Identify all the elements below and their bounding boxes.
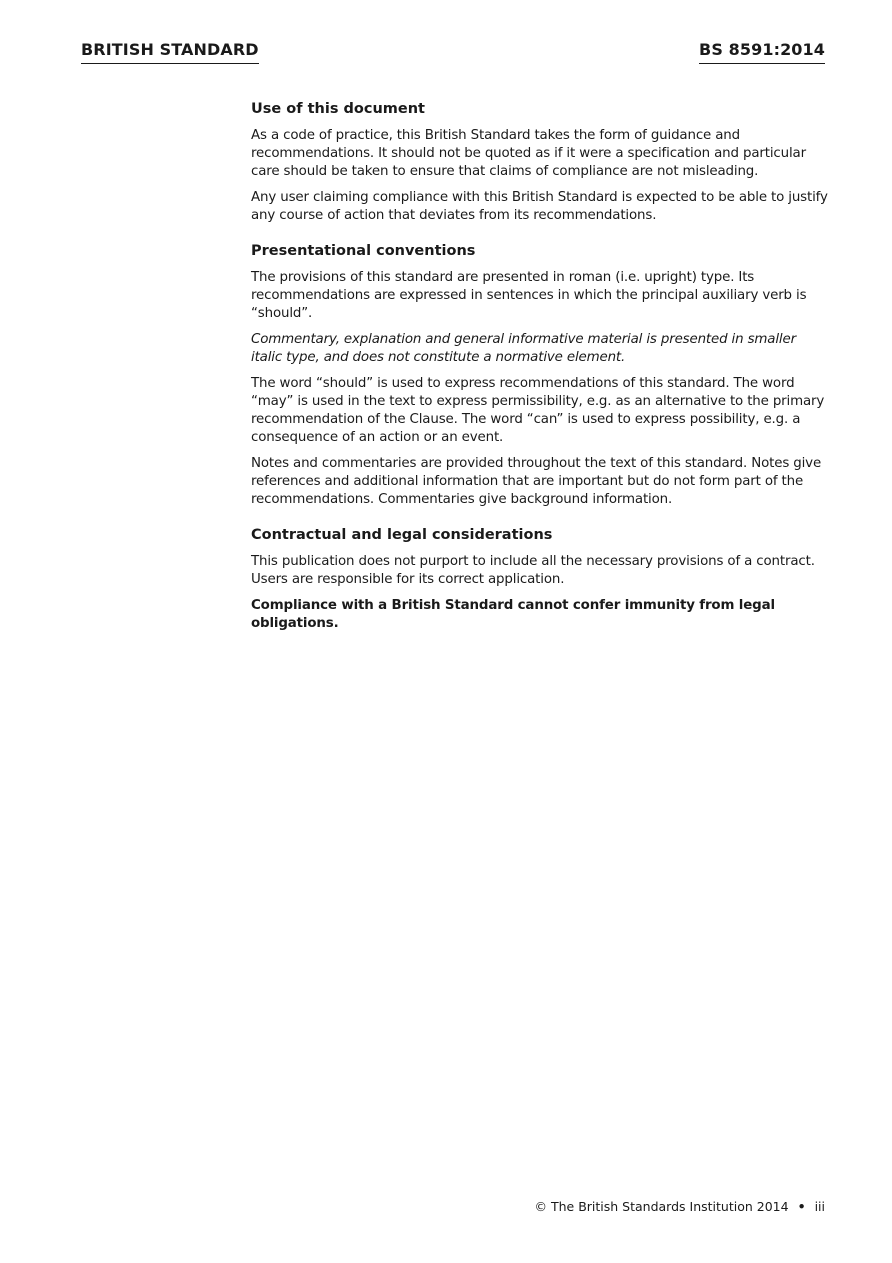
bullet-separator: • (797, 1199, 806, 1214)
page-number: iii (814, 1199, 825, 1214)
paragraph: Notes and commentaries are provided throughout the text of this standard. Notes give references and additional information that are important but do not form part of the recommendations. Commentaries give background information. (251, 456, 822, 507)
section-heading: Use of this document (251, 101, 425, 117)
paragraph: Any user claiming compliance with this British Standard is expected to be able to justify any course of action that deviates from its recommendations. (251, 190, 828, 223)
paragraph: As a code of practice, this British Standard takes the form of guidance and recommendations. It should not be quoted as if it were a specification and particular care should be taken to ensure that claims of compliance are not misleading. (251, 128, 806, 179)
section-contractual-legal (251, 525, 831, 633)
running-header-standard-number: BS 8591:2014 (699, 40, 825, 64)
running-header-title: BRITISH STANDARD (81, 40, 259, 64)
commentary-paragraph: Commentary, explanation and general informative material is presented in smaller italic type, and does not constitute a normative element. (251, 332, 796, 365)
document-body (251, 99, 831, 641)
paragraph: The word “should” is used to express recommendations of this standard. The word “may” is used in the text to express permissibility, e.g. as an alternative to the primary recommendation of the Clause. The word “can” is used to express possibility, e.g. a consequence of an action or an event. (251, 376, 825, 445)
compliance-notice: Compliance with a British Standard cannot confer immunity from legal obligations. (251, 598, 775, 631)
section-heading: Contractual and legal considerations (251, 527, 553, 543)
section-heading: Presentational conventions (251, 243, 476, 259)
section-presentational-conventions (251, 241, 831, 509)
paragraph: The provisions of this standard are presented in roman (i.e. upright) type. Its recommendations are expressed in sentences in which the principal auxiliary verb is “should”. (251, 270, 807, 321)
section-use-of-document (251, 99, 831, 225)
copyright-notice: © The British Standards Institution 2014 (534, 1199, 789, 1214)
page-footer (535, 1198, 826, 1216)
paragraph: This publication does not purport to include all the necessary provisions of a contract. Users are responsible for its correct application. (251, 554, 815, 587)
